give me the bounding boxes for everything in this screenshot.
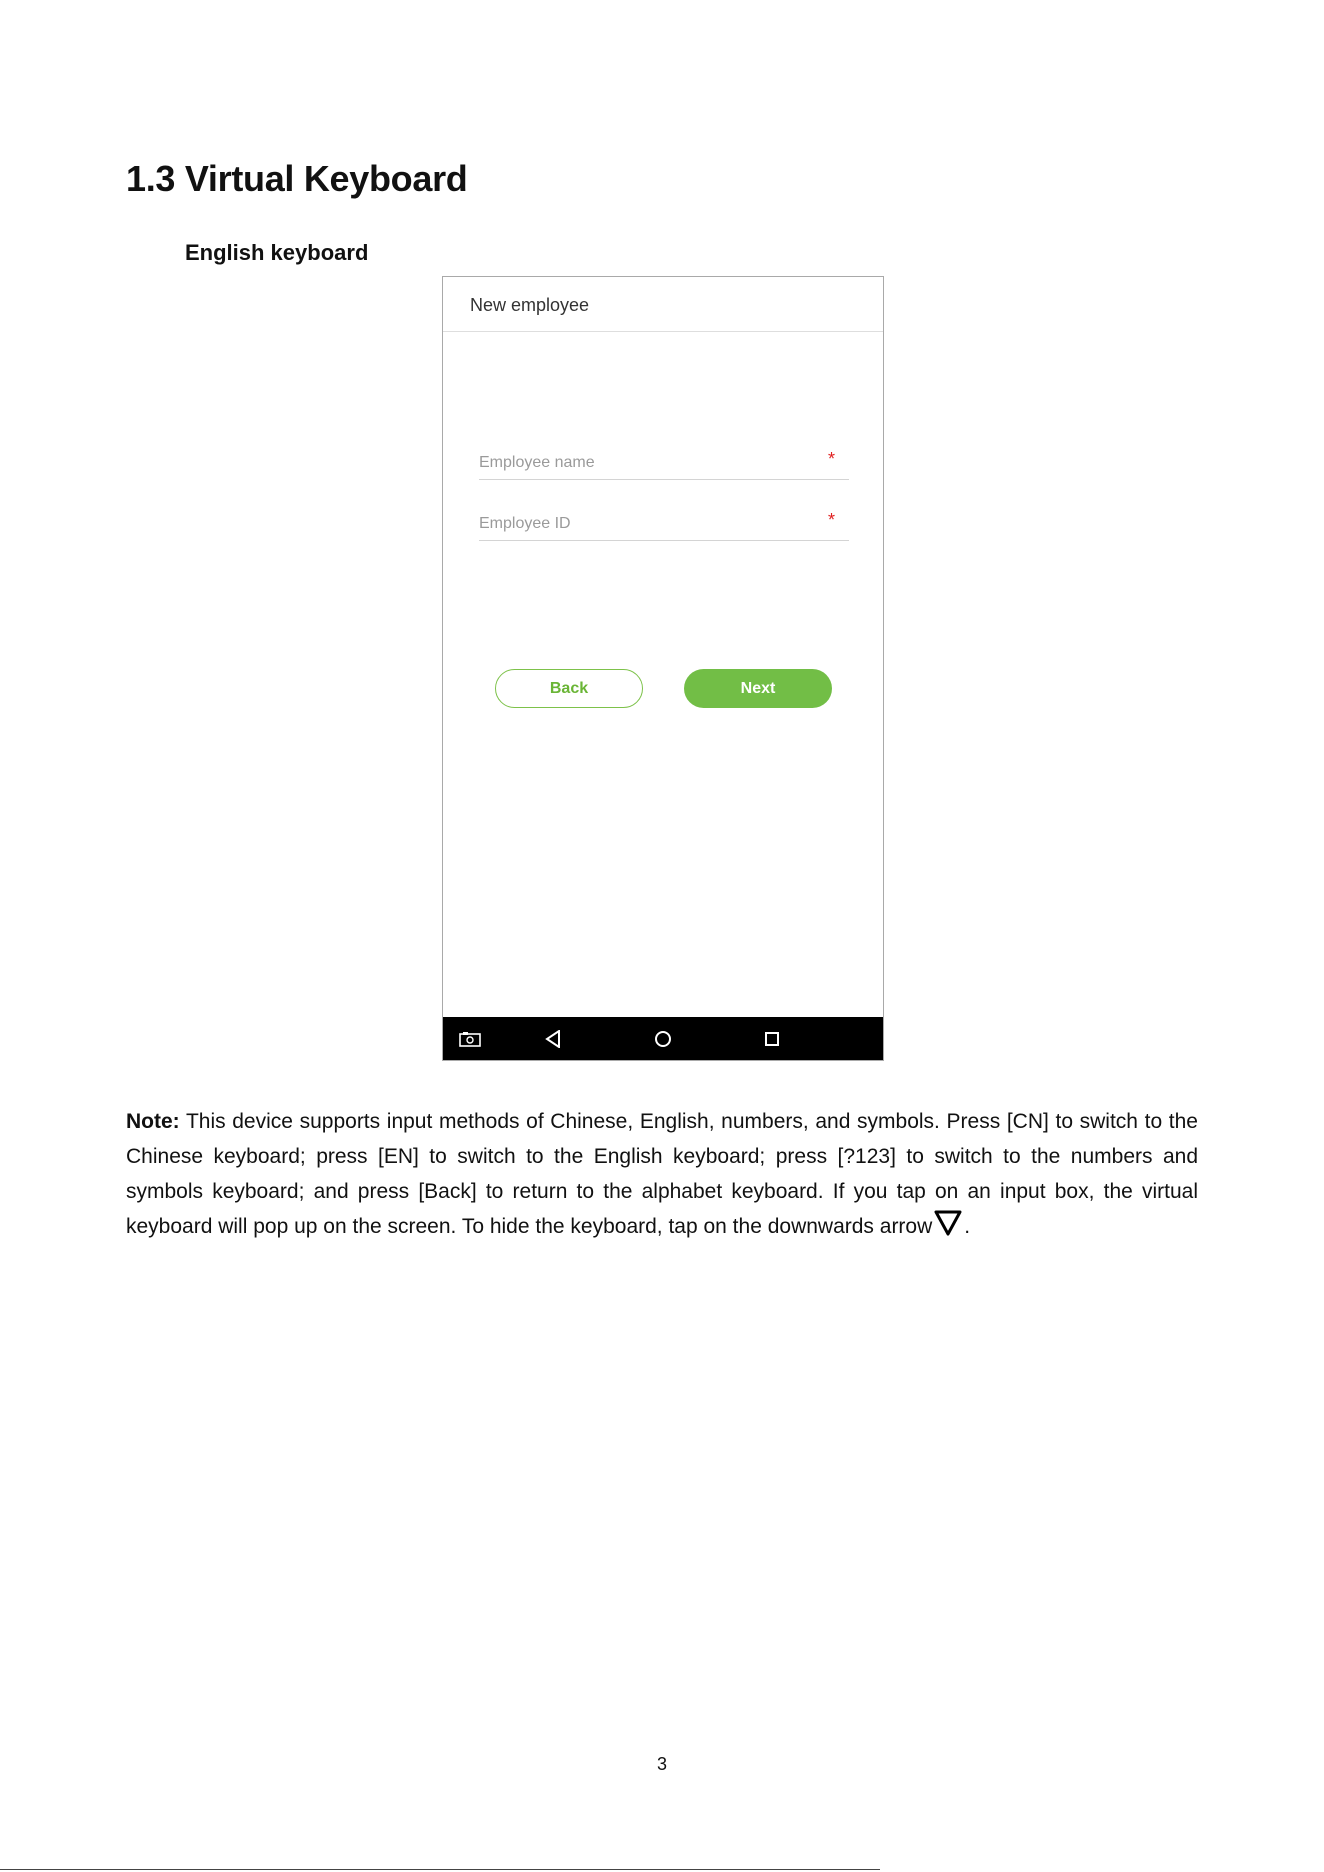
recents-square-icon[interactable] [764,1031,780,1052]
app-title: New employee [470,295,590,315]
device-screenshot [442,276,884,1061]
employee-id-input[interactable] [479,512,809,536]
note-paragraph [126,1104,1198,1247]
app-header [443,277,883,332]
home-circle-icon[interactable] [654,1030,672,1053]
employee-id-field[interactable] [479,508,849,541]
note-text-end: . [964,1215,971,1238]
next-button[interactable]: Next [684,669,832,708]
note-text: This device supports input methods of Chinese, English, numbers, and symbols. Press [CN] to switch to the Chinese keyboard; press [EN] to switch to the English keyboard; press [?123] to switch to the numbers and symbols keyboard; and press [Back] to return to the alphabet keyboard. If you tap on an input box, the virtual keyboard will pop up on the screen. To hide the keyboard, tap on the downwards arrow [126,1110,1198,1238]
required-mark: * [827,510,835,530]
back-triangle-icon[interactable] [545,1030,561,1053]
note-label: Note: [126,1110,180,1133]
required-mark: * [827,449,835,469]
down-arrow-icon [934,1210,962,1247]
page-number: 3 [656,1754,667,1774]
section-title: 1.3 Virtual Keyboard [126,158,468,199]
employee-name-input[interactable] [479,451,809,475]
employee-name-field[interactable] [479,447,849,480]
footer-divider [0,1869,880,1870]
screenshot-icon[interactable] [459,1031,481,1052]
back-button[interactable]: Back [495,669,643,708]
subsection-title: English keyboard [185,240,369,265]
android-nav-bar [443,1017,883,1060]
